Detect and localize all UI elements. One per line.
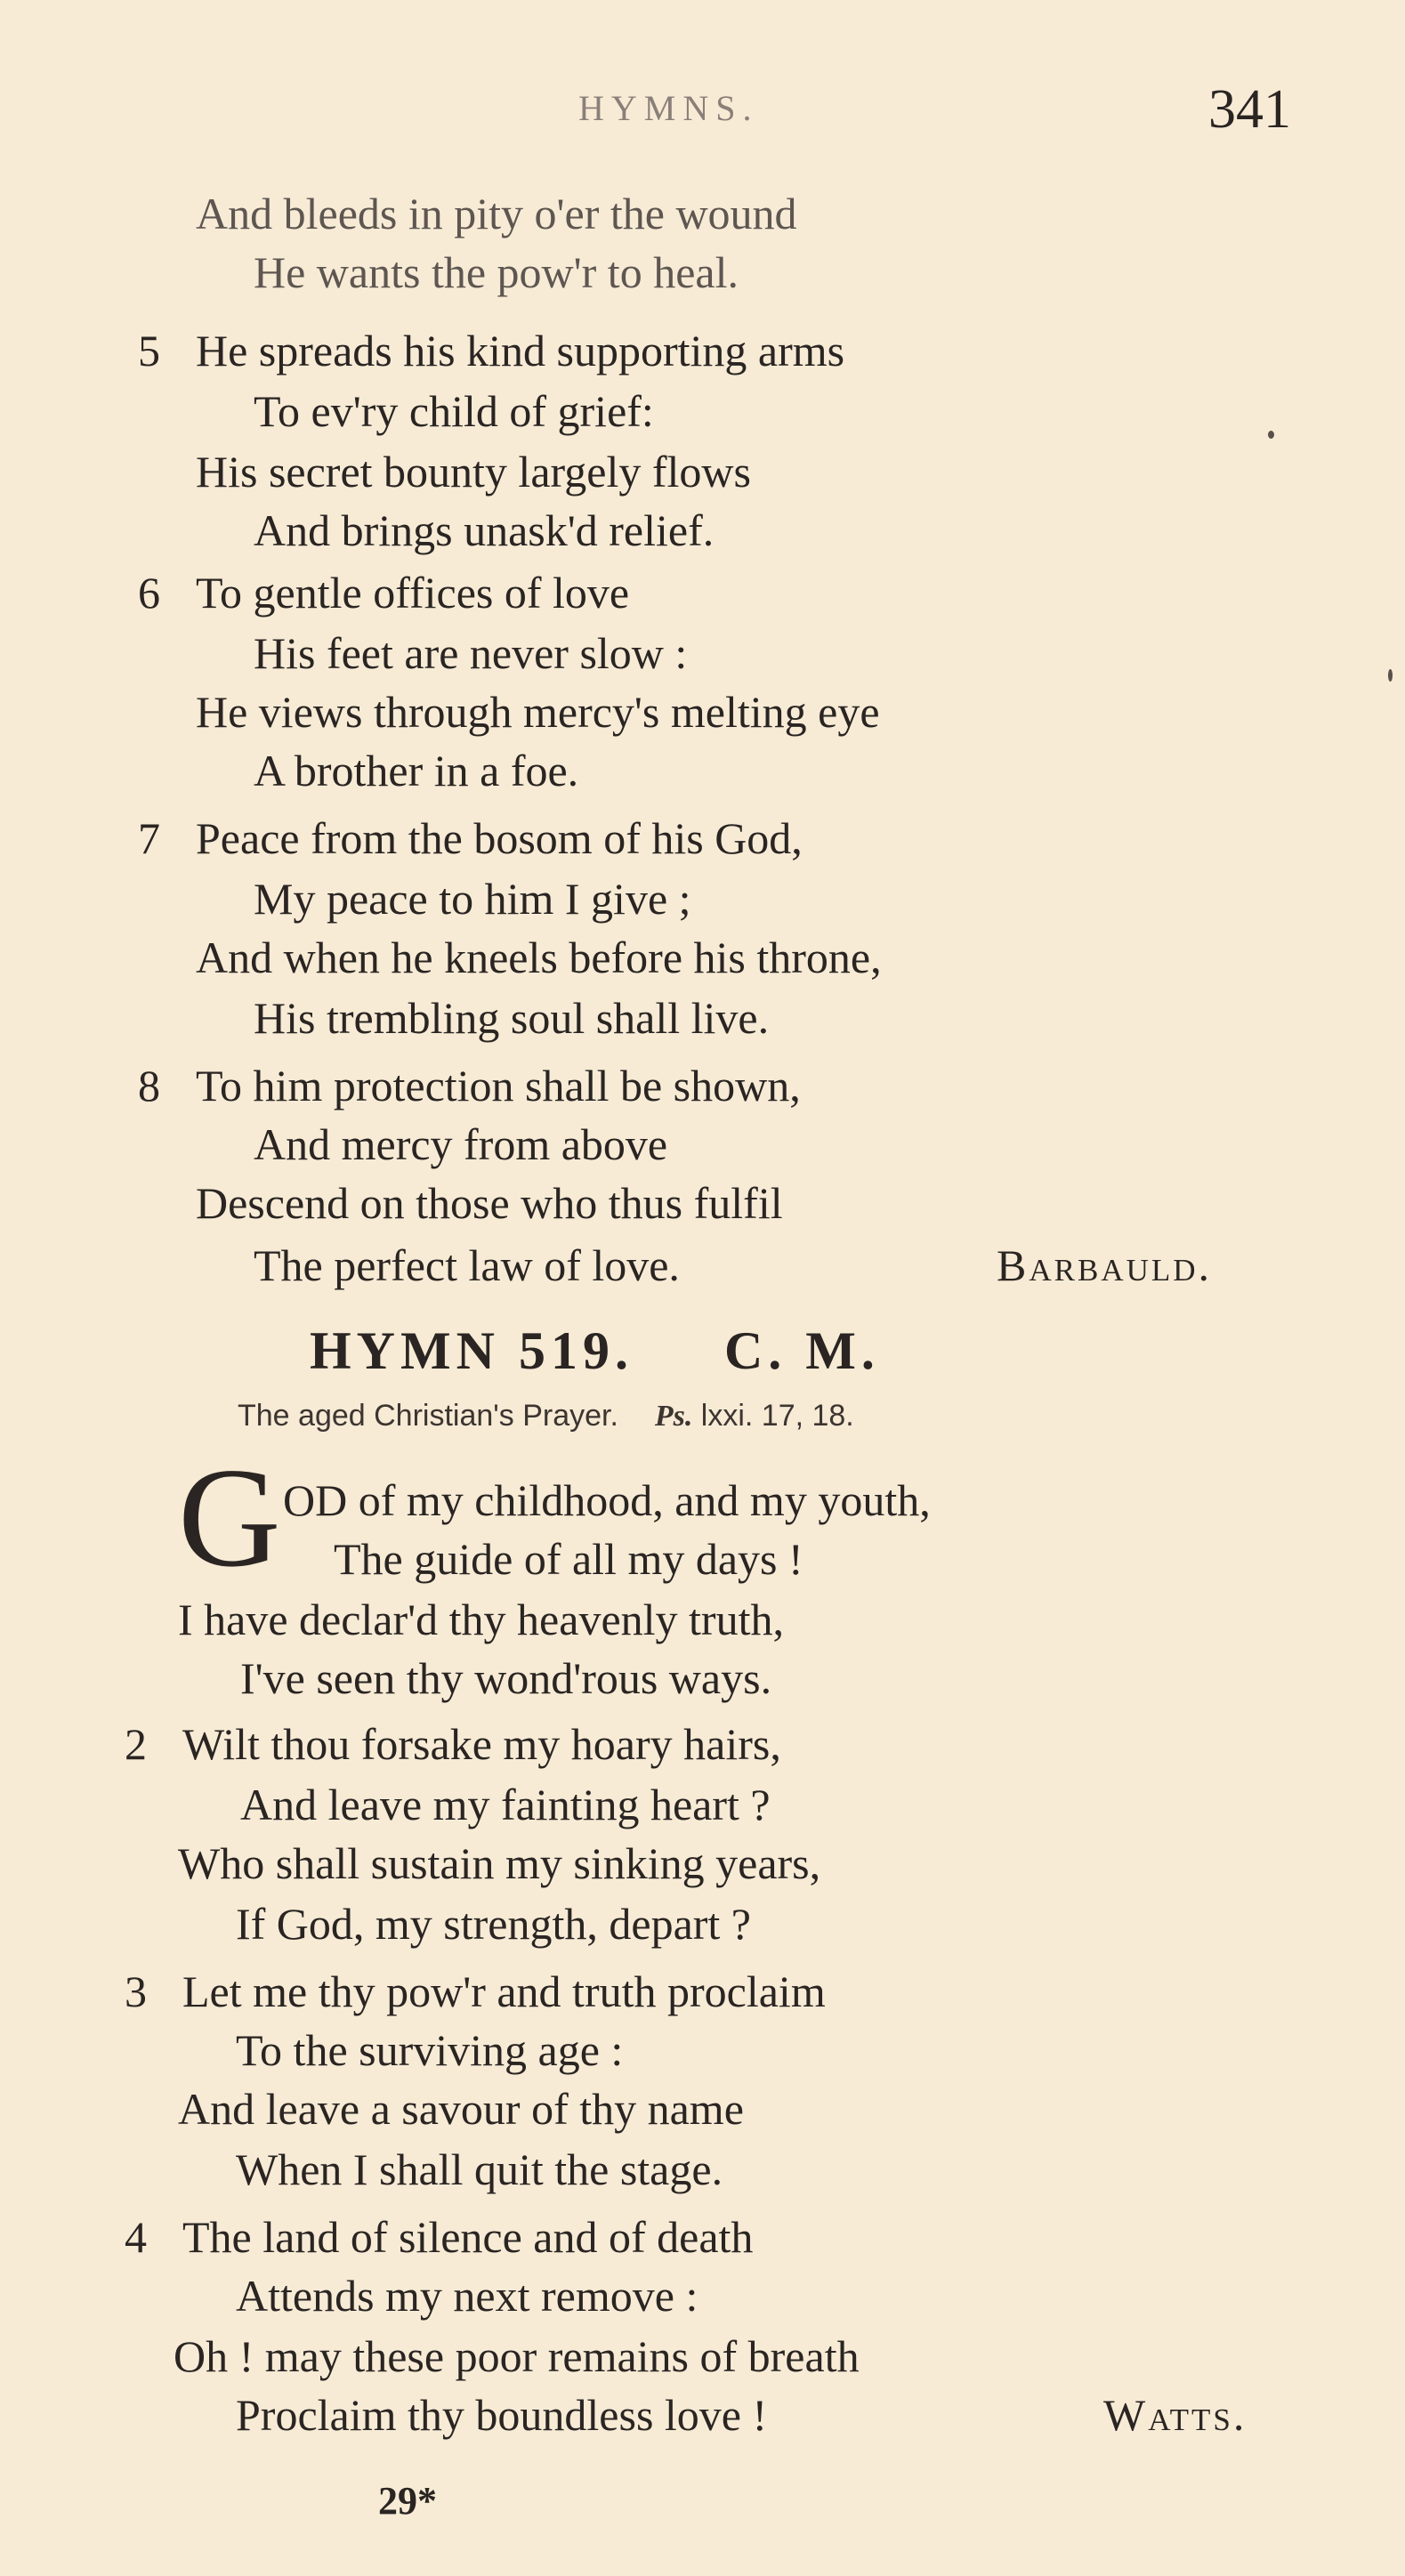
- verse-number: 7: [138, 813, 160, 863]
- verse-line: Let me thy pow'r and truth proclaim: [182, 1966, 826, 2016]
- verse-line: My peace to him I give ;: [254, 874, 691, 924]
- paper-speck: [1388, 669, 1393, 682]
- verse-line: I've seen thy wond'rous ways.: [240, 1653, 772, 1703]
- verse-line: Attends my next remove :: [236, 2271, 698, 2321]
- verse-line: To the surviving age :: [236, 2025, 624, 2075]
- verse-line: I have declar'd thy heavenly truth,: [178, 1595, 784, 1644]
- verse-line: And when he kneels before his throne,: [196, 933, 882, 982]
- verse-line: And leave my fainting heart ?: [240, 1780, 771, 1829]
- verse-line: He wants the pow'r to heal.: [254, 247, 739, 297]
- verse-number: 6: [138, 568, 160, 618]
- verse-line: Oh ! may these poor remains of breath: [174, 2331, 860, 2381]
- running-head: HYMNS.: [578, 88, 759, 128]
- hymn-meter: C. M.: [723, 1321, 880, 1380]
- drop-cap: G: [178, 1438, 281, 1596]
- verse-line: To ev'ry child of grief:: [254, 386, 654, 436]
- verse-line: Descend on those who thus fulfil: [196, 1178, 783, 1228]
- verse-number: 5: [138, 326, 160, 375]
- author-attribution: Watts.: [1103, 2390, 1248, 2440]
- verse-number: 4: [125, 2212, 147, 2262]
- verse-line: He views through mercy's melting eye: [196, 687, 880, 737]
- verse-line: His trembling soul shall live.: [254, 993, 770, 1043]
- verse-number: 2: [125, 1719, 147, 1769]
- hymn-theme: The aged Christian's Prayer.: [238, 1399, 618, 1433]
- hymn-title: [310, 1320, 880, 1382]
- verse-line: To gentle offices of love: [196, 568, 630, 618]
- verse-line: He spreads his kind supporting arms: [196, 326, 845, 375]
- verse-line: A brother in a foe.: [254, 746, 579, 795]
- hymn-subtitle: [238, 1399, 854, 1433]
- verse-line: Who shall sustain my sinking years,: [178, 1838, 821, 1888]
- verse-line: If God, my strength, depart ?: [236, 1899, 752, 1949]
- signature-mark: 29*: [378, 2479, 437, 2523]
- scripture-abbrev: Ps.: [654, 1400, 693, 1433]
- verse-line: His feet are never slow :: [254, 628, 688, 678]
- verse-number: 8: [138, 1061, 160, 1110]
- paper-speck: [1268, 431, 1274, 439]
- verse-line: The guide of all my days !: [334, 1534, 803, 1584]
- author-attribution: Barbauld.: [997, 1240, 1213, 1290]
- verse-line: Proclaim thy boundless love !: [236, 2390, 768, 2440]
- verse-line: When I shall quit the stage.: [236, 2144, 723, 2194]
- verse-line: And leave a savour of thy name: [178, 2084, 744, 2134]
- verse-line: And brings unask'd relief.: [254, 505, 715, 555]
- verse-line: And bleeds in pity o'er the wound: [196, 189, 797, 238]
- verse-line: Peace from the bosom of his God,: [196, 813, 803, 863]
- verse-line: And mercy from above: [254, 1119, 668, 1169]
- verse-line: His secret bounty largely flows: [196, 447, 751, 497]
- verse-line: To him protection shall be shown,: [196, 1061, 801, 1110]
- verse-line: The land of silence and of death: [182, 2212, 754, 2262]
- hymn-number: HYMN 519.: [310, 1321, 634, 1380]
- verse-line: OD of my childhood, and my youth,: [283, 1475, 931, 1525]
- verse-number: 3: [125, 1966, 147, 2016]
- verse-line: Wilt thou forsake my hoary hairs,: [182, 1719, 781, 1769]
- scripture-reference: lxxi. 17, 18.: [700, 1399, 854, 1433]
- verse-line: The perfect law of love.: [254, 1240, 680, 1290]
- page-number: 341: [1208, 79, 1291, 140]
